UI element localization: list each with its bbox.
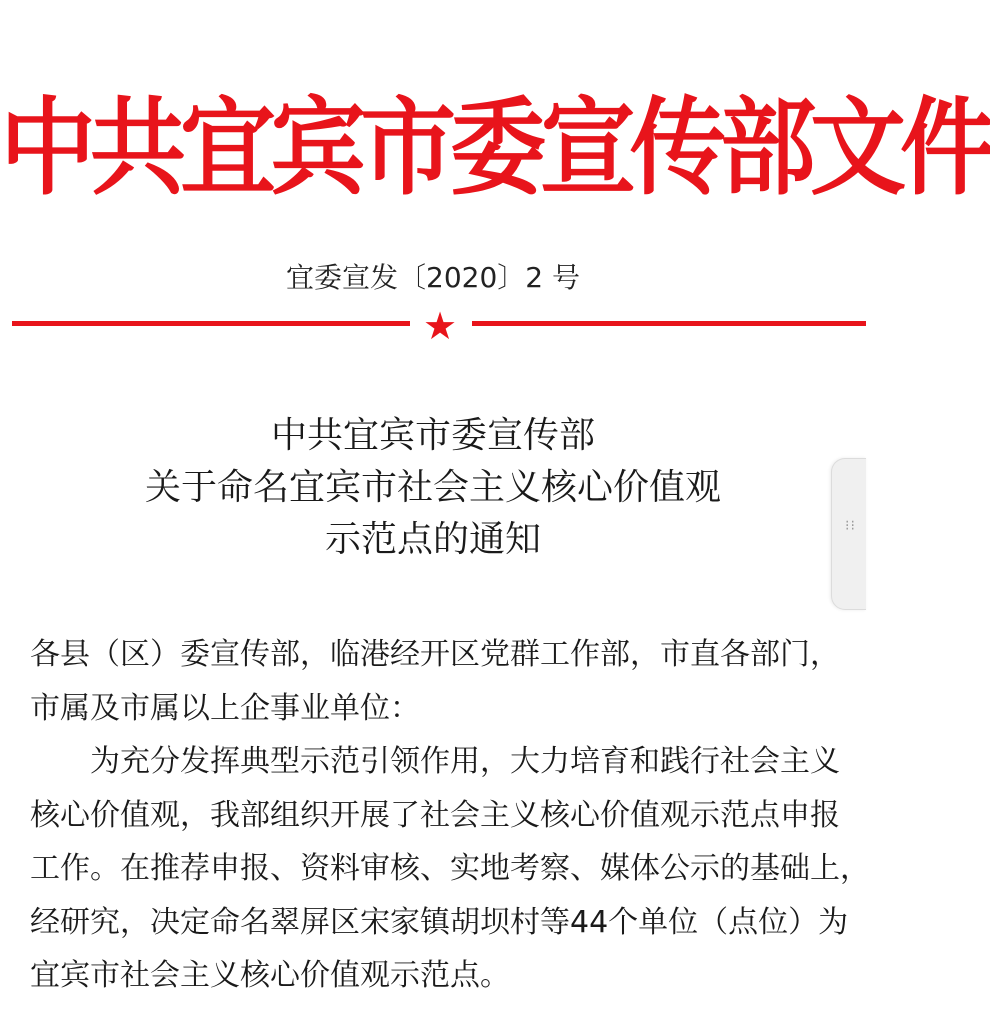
grip-dots-icon: ⁝⁝ (845, 518, 856, 534)
document-number: 宜委宣发〔2020〕2 号 (286, 261, 580, 294)
notice-body (30, 628, 870, 1003)
body-line-paragraph-start: 为充分发挥典型示范引领作用，大力培育和践行社会主义 (90, 744, 840, 779)
body-line-addressee-1: 各县（区）委宣传部，临港经开区党群工作部，市直各部门， (30, 637, 840, 672)
notice-title-line-1: 中共宜宾市委宣传部 (270, 415, 595, 456)
body-line: 核心价值观，我部组织开展了社会主义核心价值观示范点申报 (30, 797, 840, 833)
body-line: 经研究，决定命名翠屏区宋家镇胡坝村等44个单位（点位）为 (30, 904, 849, 940)
notice-title (0, 410, 866, 566)
red-divider-right (472, 321, 866, 326)
notice-title-line-2: 关于命名宜宾市社会主义核心价值观 (144, 467, 721, 508)
body-line-addressee-2: 市属及市属以上企事业单位： (30, 690, 420, 726)
red-divider-left (12, 321, 410, 326)
red-star-icon: ★ (422, 304, 458, 348)
notice-title-line-3: 示范点的通知 (324, 519, 541, 560)
body-line: 工作。在推荐申报、资料审核、实地考察、媒体公示的基础上， (30, 851, 870, 886)
body-line: 宜宾市社会主义核心价值观示范点。 (30, 958, 510, 993)
side-drawer-handle[interactable] (831, 458, 866, 610)
document-masthead: 中共宜宾市委宣传部文件 (0, 86, 990, 210)
